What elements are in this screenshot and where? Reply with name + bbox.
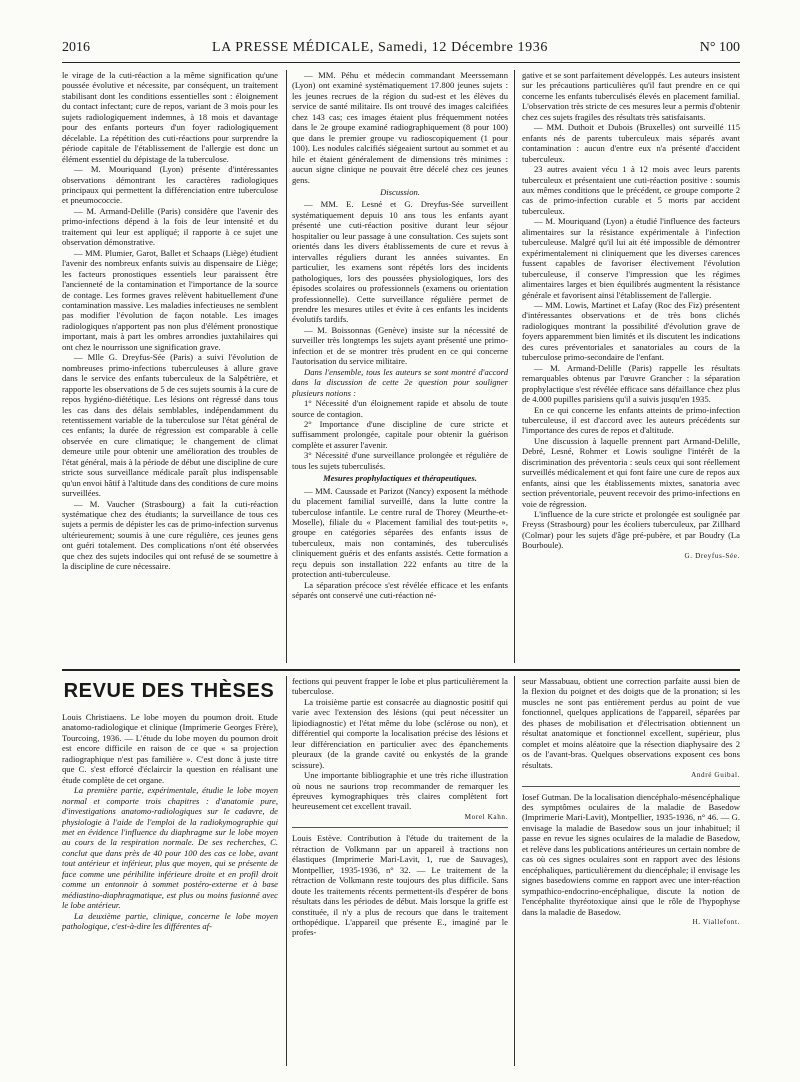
paragraph: En ce qui concerne les enfants atteints de primo-infection tuberculeuse, il est d'accord avec les auteurs précédents sur l'importance des cures de repos et d'altitude. <box>522 404 740 436</box>
author-signature: H. Viallefont. <box>692 917 740 926</box>
author-signature: André Guibal. <box>691 771 740 780</box>
paragraph: — M. Mouriquand (Lyon) a étudié l'influence des facteurs alimentaires sur la résistance expérimentale à l'infection tuberculeuse. Malgré qu'il lui ait été impossible de démontrer expérimentalement ni cliniquement que les diverses carences fussent capables de favoriser électivement l'évolution tuberculeuse, il conserve l'impression que les régimes alimentaires larges et bien équilibrés augmentent la résistance générale et favorisent ainsi l'établissement de l'allergie. <box>522 216 740 300</box>
paragraph: Une discussion à laquelle prennent part Armand-Delille, Debré, Lesné, Rohmer et Lowis souligne l'intérêt de la discrimination des préventoria : seuls ceux qui sont réellement surveillés médicalement et qui font faire une cure de repos aux enfants, ainsi que les établissements mixtes, sanatoria avec section préventoriale, peuvent recevoir des primo-infections en voie de régression. <box>522 435 740 509</box>
paragraph: — MM. E. Lesné et G. Dreyfus-Sée surveillent systématiquement depuis 10 ans tous les enfants ayant présenté une cuti-réaction positive durant leur séjour hospitalier ou leur passage à une consultation. Ces sujets sont orientés dans les divers établissements de cure et revus à intervalles réguliers durant les années suivantes. En particulier, les examens sont répétés lors des incidents pathologiques, lors des poussées physiologiques, lors des épisodes scolaires ou professionnels (examens ou orientation professionnelle). Cette surveillance régulière permet de prendre les mesures utiles et évite à ces enfants les incidents évolutifs tardifs. <box>292 199 508 325</box>
paragraph: La séparation précoce s'est révélée efficace et les enfants séparés ont conservé une cuti-réaction né- <box>292 579 508 601</box>
column-rule <box>514 676 515 1066</box>
author-signature: G. Dreyfus-Sée. <box>684 551 740 560</box>
paragraph: — MM. Péhu et médecin commandant Meerssemann (Lyon) ont examiné systématiquement 17.800 jeunes sujets : les jeunes recrues de la région du sud-est et les élèves du service de santé militaire. Ils ont trouvé des images calcifiées chez 143 cas; ces images étaient plus fréquemment notées dans le 2e groupe examiné radiographiquement (8 pour 100) que dans le premier groupe vu radioscopiquement (1 pour 100). Les nodules calcifiés siégeaient surtout au sommet et au hile et étaient généralement de dimensions très minimes : aucun signe clinique ne pouvait être décelé chez ces jeunes gens. <box>292 70 508 185</box>
paragraph: — M. Mouriquand (Lyon) présente d'intéressantes observations démontrant les caractères radiologiques principaux qui permettent la différenciation entre tuberculose et pneumococcie. <box>62 164 278 206</box>
paragraph: 3° Nécessité d'une surveillance prolongée et régulière de tous les sujets tuberculisés. <box>292 450 508 471</box>
paragraph: gative et se sont parfaitement développés. Les auteurs insistent sur les précautions particulières qu'il faut prendre en ce qui concerne les enfants tuberculisés élevés en placement familial. L'observation très stricte de ces mesures leur a permis d'obtenir chez ces sujets fragiles des résultats très satisfaisants. <box>522 70 740 122</box>
column-rule <box>286 70 287 663</box>
section-title: REVUE DES THÈSES <box>63 680 275 702</box>
theses-column-3 <box>522 676 740 1062</box>
paragraph: L'influence de la cure stricte et prolongée est soulignée par Freyss (Strasbourg) pour les écoliers tuberculeux, par Zillhard (Colmar) pour les sujets d'âge pré-pubère, et par Boudry (La Bourboule). <box>522 509 740 551</box>
paragraph: — Mlle G. Dreyfus-Sée (Paris) a suivi l'évolution de nombreuses primo-infections tuberculeuses à allure grave dans le service des enfants tuberculeux de la Salpêtrière, et rapporte les observations de 5 de ces sujets soumis à la cure de repos hygiéno-diététique. Les lésions ont régressé dans tous les cas dans des délais semblables, indépendamment du retentissement variable de la tuberculose sur l'état général de ces enfants; la durée de régression est comparable à celle observée en cure climatique; le changement de climat demeure utile pour obtenir une amélioration des troubles de l'état général, mais à la période de début une discipline de cure stricte sous surveillance médicale paraît plus indispensable qu'un envoi hâtif à l'altitude dans des conditions de cure moins surveillées. <box>62 352 278 499</box>
paragraph: — MM. Duthoit et Dubois (Bruxelles) ont surveillé 115 enfants nés de parents tuberculeux mais séparés avant contamination : aucun d'entre eux n'a présenté d'accident tuberculeux. <box>522 122 740 164</box>
review-divider <box>292 827 508 828</box>
column-rule <box>514 70 515 663</box>
thesis-review: Louis Estève. Contribution à l'étude du traitement de la rétraction de Volkmann par un appareil à tractions non élastiques (Imprimerie Mari-Lavit, 1, rue de Sauvages), Montpellier, 1935-1936, n° 32. — Le traitement de la rétraction de Volkmann reste toujours des plus difficile. Sans doute les traitements récents permettent-ils d'espérer de bons résultats dans les périodes de début. Mais lorsque la griffe est constituée, il n'y a plus de recours que dans le traitement orthopédique. L'appareil que présente E., imaginé par le profes- <box>292 833 508 938</box>
paragraph: 2° Importance d'une discipline de cure stricte et suffisamment prolongée, capitale pour obtenir la guérison complète et assurer l'avenir. <box>292 418 508 450</box>
theses-column-2 <box>292 676 508 1062</box>
paragraph: — MM. Plumier, Garot, Ballet et Schaaps (Liège) étudient l'avenir des nombreux enfants suivis au dispensaire de Liège; les facteurs pronostiques essentiels leur paraissent être l'ancienneté de la contamination et l'importance de la source de contage. Les formes graves relèvent habituellement d'une contamination massive. Les maladies infectieuses ne semblent pas modifier l'évolution de façon notable. Les images radiologiques n'apportent pas non plus d'élément pronostique important, mais à part les ombres arrondies juxtahilaires qui ont chez le nourrisson une signification grave. <box>62 247 278 352</box>
paragraph: La deuxième partie, clinique, concerne le lobe moyen pathologique, c'est-à-dire les différentes af- <box>62 910 278 932</box>
paragraph: — M. Boissonnas (Genève) insiste sur la nécessité de surveiller très longtemps les sujets ayant présenté une primo-infection et de se montrer très prudent en ce qui concerne l'autorisation du service militaire. <box>292 324 508 367</box>
issue-number: N° 100 <box>699 40 740 55</box>
paragraph: — M. Armand-Delille (Paris) rappelle les résultats remarquables obtenus par l'œuvre Grancher : la séparation prophylactique s'est révélée efficace sans défaillance chez plus de 4.000 pupilles parisiens qu'il a suivis jusqu'en 1935. <box>522 362 740 405</box>
paragraph: fections qui peuvent frapper le lobe et plus particulièrement la tuberculose. <box>292 676 508 697</box>
top-column-1 <box>62 70 278 665</box>
journal-title: LA PRESSE MÉDICALE, Samedi, 12 Décembre 1936 <box>212 40 548 55</box>
paragraph: — MM. Lowis, Martinet et Lafay (Roc des Fiz) présentent d'intéressantes observations et de très bons clichés radiologiques montrant la possibilité d'évolution grave de foyers apparemment bien limités et ils discutent les indications des cures préventoriales et sanatoriales au cours de la tuberculose primo-secondaire de l'enfant. <box>522 299 740 363</box>
top-column-2 <box>292 70 508 665</box>
theses-column-1 <box>62 712 278 1062</box>
paragraph: le virage de la cuti-réaction a la même signification qu'une poussée évolutive et nécessite, par conséquent, un traitement stabilisant dont les conditions essentielles sont : éloignement du contact infectant; cure de repos, variant de 3 mois pour les sujets radiologiquement indemnes, à 18 mois et davantage pour des enfants porteurs d'un foyer radiologiquement décelable. La répétition des cuti-réactions pour surprendre la période capitale de l'établissement de l'allergie est donc un élément essentiel du dépistage de la tuberculose. <box>62 70 278 164</box>
running-header <box>62 40 740 60</box>
paragraph: 23 autres avaient vécu 1 à 12 mois avec leurs parents tuberculeux et présentaient une cuti-réaction positive : soumis aux mêmes conditions que le précédent, ce groupe comporte 2 cas de primo-infection curable et 5 morts par accident tuberculeux. <box>522 164 740 216</box>
review-divider <box>522 786 740 787</box>
thesis-review: Louis Christiaens. Le lobe moyen du poumon droit. Etude anatomo-radiologique et clinique (Imprimerie Georges Frère), Tourcoing, 1936. — L'étude du lobe moyen du poumon droit est encore difficile en raison de ce que « sa projection radiographique n'est pas familière ». C'est donc à juste titre que C. s'est efforcé d'éclaircir la question en réalisant une étude complète de cet organe. <box>62 712 278 785</box>
top-column-3 <box>522 70 740 665</box>
paragraph: — M. Armand-Delille (Paris) considère que l'avenir des primo-infections dépend à la fois de leur intensité et du traitement qui leur est appliqué; il rapporte à ce sujet une observation démonstrative. <box>62 205 278 248</box>
header-rule <box>62 62 740 63</box>
paragraph: Dans l'ensemble, tous les auteurs se sont montré d'accord dans la discussion de cette 2e question pour souligner plusieurs notions : <box>292 366 508 398</box>
thesis-review: Iosef Gutman. De la localisation diencéphalo-mésencéphalique des symptômes oculaires de la maladie de Basedow (Imprimerie Mari-Lavit), Montpellier, 1935-1936, n° 46. — G. envisage la maladie de Basedow sous un jour inhabituel; il passe en revue les signes oculaires de la maladie de Basedow, et relève dans les publications antérieures un certain nombre de cas où ces signes oculaires sont en rapport avec des lésions encéphaliques, particulièrement du diencéphale; il envisage les signes basedowiens comme en rapport avec une inter-réaction sympathico-endocrino-encéphalique, discute la notion de l'encéphalite thyréotoxique ainsi que le rôle de l'hypophyse dans la maladie de Basedow. <box>522 791 740 917</box>
paragraph: — M. Vaucher (Strasbourg) a fait la cuti-réaction systématique chez des étudiants; la surveillance de tous ces sujets a permis de dépister les cas de primo-infection survenus ultérieurement; soumis à une cure régulière, ces jeunes gens ont guéri totalement. Des complications n'ont été observées que chez des sujets indociles qui ont refusé de se soumettre à la discipline de cure nécessaire. <box>62 498 278 572</box>
subsection-heading: Discussion. <box>380 186 420 197</box>
section-rule <box>62 669 740 671</box>
paragraph: — MM. Caussade et Parizot (Nancy) exposent la méthode du placement familial surveillé, dans la lutte contre la tuberculose infantile. Le centre rural de Thorey (Meurthe-et-Moselle), filiale du « Placement familial des tout-petits », groupe en catégories séparées des enfants issus de tuberculeux, mais non contaminés, des tuberculisés cliniquement guéris et des enfants assistés. Cette formation a reçu depuis son installation 222 enfants au titre de la protection anti-tuberculeuse. <box>292 485 508 580</box>
paragraph: Une importante bibliographie et une très riche illustration où nous ne saurions trop recommander de remarquer les épreuves kymographiques très claires complètent fort heureusement cet excellent travail. <box>292 770 508 812</box>
paragraph: La première partie, expérimentale, étudie le lobe moyen normal et comporte trois chapitres : d'anatomie pure, d'investigations anatomo-radiologiques sur le cadavre, de physiologie à l'aide de l'emploi de la radiokymographie qui met en évidence l'influence du diaphragme sur le lobe moyen au cours de la respiration normale. De ses recherches, C. conclut que dans près de 40 pour 100 des cas ce lobe, avant tout antérieur et inférieur, plus que moyen, qui se présente de face comme une périhilite inférieure droite et en profil droit comme un entonnoir à sommet postéro-externe et à base médiastino-diaphragmatique, est plus ou moins fusionné avec le lobe antérieur. <box>62 785 278 911</box>
paragraph: La troisième partie est consacrée au diagnostic positif qui varie avec l'extension des lésions (qui peut nécessiter un lipiodiagnostic) et l'état même du lobe (sclérose ou non), et différentiel qui comporte la localisation précise des lésions et leur différenciation en particulier avec des épanchements pleuraux (de la grande cavité ou enkystés de la grande scissure). <box>292 696 508 770</box>
author-signature: Morel Kahn. <box>464 812 508 821</box>
column-rule <box>286 676 287 1066</box>
subsection-heading: Mesures prophylactiques et thérapeutiques. <box>323 473 477 484</box>
page-number: 2016 <box>62 40 90 55</box>
paragraph: 1° Nécessité d'un éloignement rapide et absolu de toute source de contagion. <box>292 398 508 419</box>
paragraph: seur Massabuau, obtient une correction parfaite aussi bien de la flexion du poignet et des doigts que de la pronation; si les muscles ne sont pas entièrement perdus au point de vue fonctionnel, quelques applications de l'appareil, séparées par des phases de mobilisation et d'électrisation obtiennent un résultat anatomique et fonctionnel excellent, supérieur, plus complet et moins aléatoire que la résection diaphysaire des 2 os de l'avant-bras. Quelques observations exposent ces bons résultats. <box>522 676 740 770</box>
